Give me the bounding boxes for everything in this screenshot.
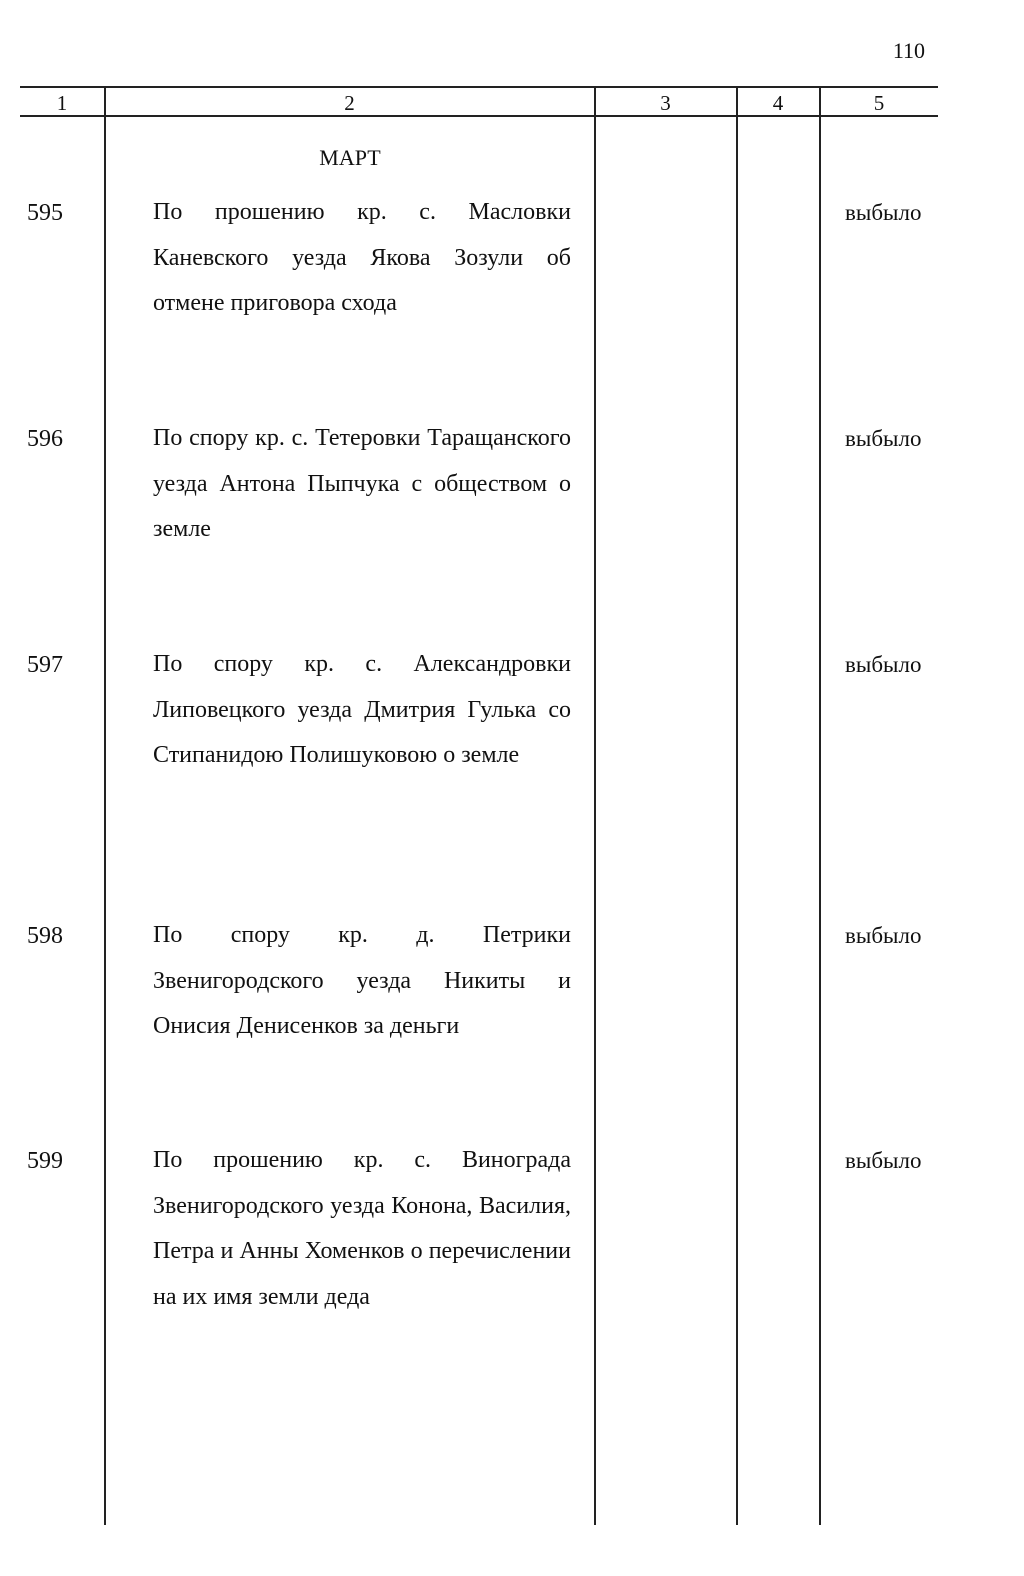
table-rule-top xyxy=(20,86,938,88)
entry-status: выбыло xyxy=(845,426,922,451)
page-number: 110 xyxy=(892,38,925,63)
column-divider-2 xyxy=(594,87,596,1525)
column-divider-3 xyxy=(736,87,738,1525)
entry-description: По спору кр. д. Петрики Звенигородского уезда Никиты и Онисия Денисенков за деньги xyxy=(153,922,571,1039)
entry-status: выбыло xyxy=(845,200,922,225)
entry-description: По прошению кр. с. Винограда Звенигородского уезда Конона, Василия, Петра и Анны Хоменков о перечислении на их имя земли деда xyxy=(153,1147,571,1310)
column-header-1: 1 xyxy=(56,91,68,115)
section-heading: МАРТ xyxy=(319,145,381,170)
entry-number: 599 xyxy=(27,1148,63,1174)
entry-number: 598 xyxy=(27,923,63,949)
entry-description: По прошению кр. с. Масловки Каневского уезда Якова Зозули об отмене приговора схода xyxy=(153,199,571,316)
column-divider-4 xyxy=(819,87,821,1525)
entry-number: 596 xyxy=(27,426,63,452)
entry-status: выбыло xyxy=(845,652,922,677)
entry-description: По спору кр. с. Александровки Липовецкого уезда Дмитрия Гулька со Стипанидою Полишуковою о земле xyxy=(153,651,571,768)
entry-status: выбыло xyxy=(845,1148,922,1173)
column-divider-1 xyxy=(104,87,106,1525)
entry-number: 597 xyxy=(27,652,63,678)
column-header-2: 2 xyxy=(344,91,355,115)
column-header-3: 3 xyxy=(660,91,671,115)
entry-number: 595 xyxy=(27,200,63,226)
column-header-4: 4 xyxy=(772,91,784,115)
entry-description: По спору кр. с. Тетеровки Таращанского уезда Антона Пыпчука с обществом о земле xyxy=(153,425,571,542)
entry-status: выбыло xyxy=(845,923,922,948)
column-header-5: 5 xyxy=(873,91,885,115)
